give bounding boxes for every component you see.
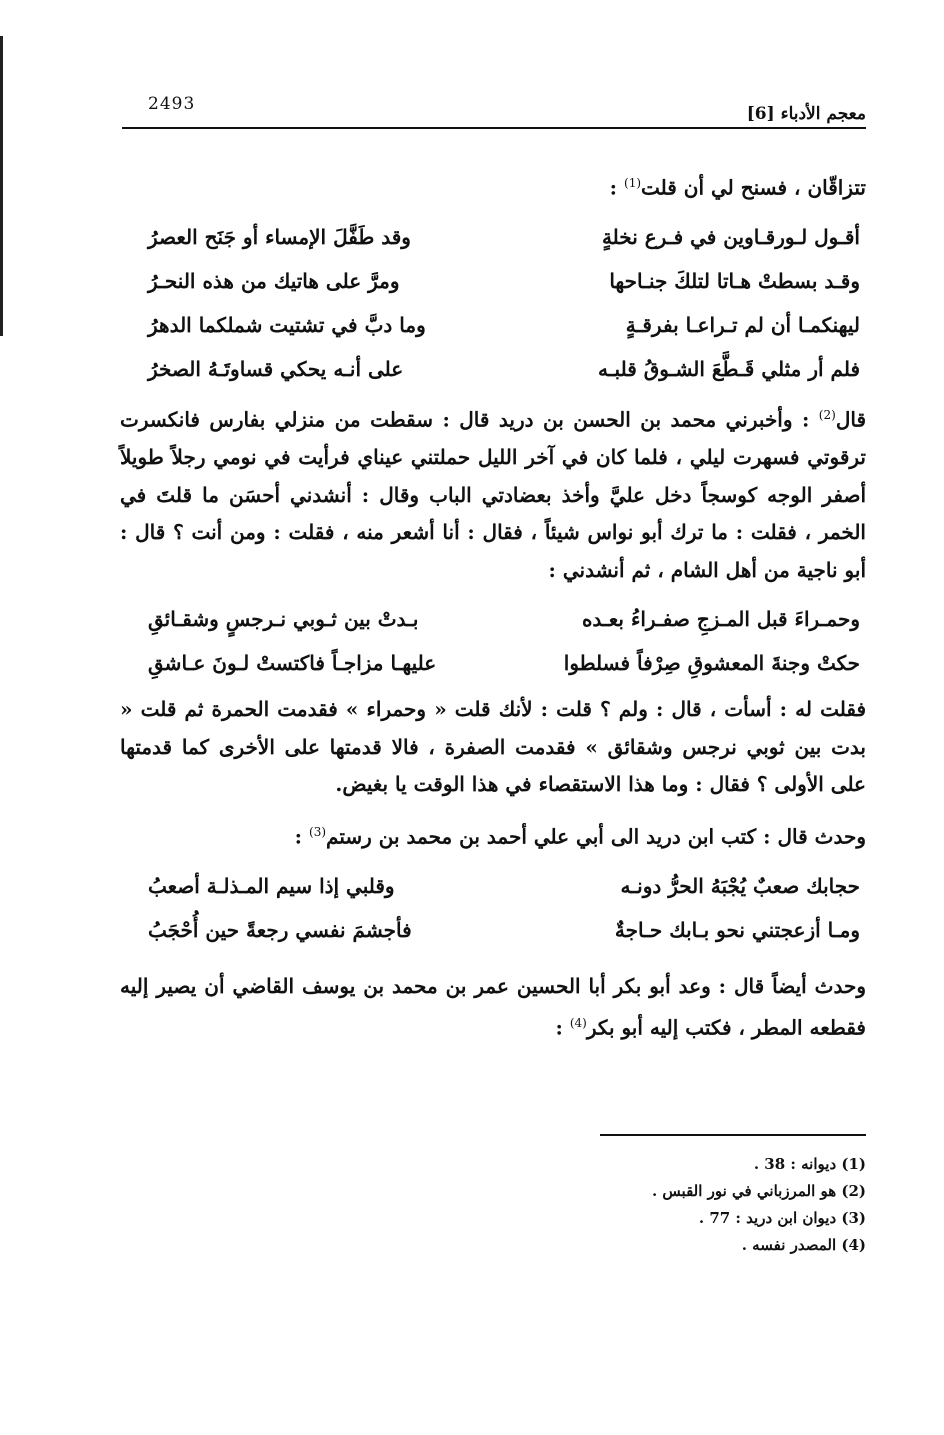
verse-first-hemistich: حجابك صعبٌ يُجْبَهُ الحرُّ دونـه (620, 873, 860, 898)
footnote-1: (1) ديوانه : 38 . (753, 1155, 866, 1173)
footnote-ref-1: (1) (624, 176, 642, 190)
verse-line (120, 908, 866, 952)
running-title: معجم الأدباء [6] (746, 104, 866, 124)
paragraph-1: تتزاقّان ، فسنح لي أن قلت$^{(1)}$ : (609, 175, 866, 200)
verse-first-hemistich: أقـول لـورقـاوين في فـرع نخلةٍ (601, 225, 860, 250)
paragraph-2: قال$^{(2)}$ : وأخبرني محمد بن الحسن بن دريد قال : سقطت من منزلي بفارس فانكسرت ترقوتي فسهرت ليلي ، فلما كان في آخر الليل حملتني عيناي فرأيت في نومي رجلاً طويلاً أصفر الوجه كوسجاً دخل عليَّ وأخذ بعضادتي الباب وقال : أنشدني أحسَن ما قلتَ في الخمر ، فقلت : ما ترك أبو نواس شيئاً ، فقال : أنا أشعر منه ، فقلت : ومن أنت ؟ قال : أبو ناجية من أهل الشام ، ثم أنشدني : (120, 407, 866, 582)
page-number: 2493 (148, 94, 196, 114)
paragraph-5: وحدث أيضاً قال : وعد أبو بكر أبا الحسين عمر بن محمد بن يوسف القاضي أن يصير إليه فقطعه المطر ، فكتب إليه أبو بكر$^{(4)}$ : (120, 973, 866, 1041)
footnote-ref-2: (2) (818, 408, 836, 423)
verse-first-hemistich: وحمـراءَ قبل المـزجِ صفـراءُ بعـده (581, 607, 860, 632)
header-rule (122, 127, 866, 129)
verse-second-hemistich: فأجشمَ نفسي رجعةً حين أُحْجَبُ (148, 917, 412, 942)
verse-second-hemistich: بـدتْ بين ثـوبي نـرجسٍ وشقـائقِ (148, 607, 419, 632)
poem-3 (120, 864, 866, 952)
verse-second-hemistich: وقد طَفَّلَ الإمساء أو جَنَح العصرُ (148, 225, 411, 250)
verse-first-hemistich: ليهنكمـا أن لم تـراعـا بفرقـةٍ (625, 313, 860, 338)
footnote-rule (600, 1134, 866, 1136)
verse-first-hemistich: فلم أر مثلي قَـطَّعَ الشـوقُ قلبـه (597, 357, 860, 382)
verse-second-hemistich: على أنـه يحكي قساوتَـهُ الصخرُ (148, 357, 404, 382)
poem-1 (120, 215, 866, 391)
poem-2 (120, 597, 866, 685)
verse-line (120, 347, 866, 391)
footnotes (400, 1152, 866, 1260)
scan-edge-mark (0, 36, 3, 336)
verse-line (120, 641, 866, 685)
footnote-3: (3) ديوان ابن دريد : 77 . (698, 1209, 866, 1227)
paragraph-3: فقلت له : أسأت ، قال : ولم ؟ قلت : لأنك قلت « وحمراء » فقدمت الحمرة ثم قلت « بدت بين ثوبي نرجس وشقائق » فقدمت الصفرة ، فالا قدمتها على الأخرى كما قدمتها على الأولى ؟ فقال : وما هذا الاستقصاء في هذا الوقت يا بغيض. (120, 697, 866, 797)
footnote-ref-3: (3) (309, 824, 327, 839)
verse-line (120, 597, 866, 641)
verse-second-hemistich: وقلبي إذا سيم المـذلـة أصعبُ (148, 873, 395, 898)
verse-first-hemistich: ومـا أزعجتني نحو بـابك حـاجةٌ (614, 917, 860, 942)
verse-first-hemistich: حكتْ وجنةَ المعشوقِ صِرْفاً فسلطوا (563, 651, 860, 676)
footnote-2: (2) هو المرزباني في نور القبس . (651, 1182, 866, 1200)
page-header (120, 94, 866, 128)
verse-first-hemistich: وقـد بسطتْ هـاتا لتلكَ جنـاحها (609, 269, 860, 294)
verse-second-hemistich: ومرَّ على هاتيك من هذه النحـرُ (148, 269, 400, 294)
verse-second-hemistich: عليهـا مزاجـاً فاكتستْ لـونَ عـاشقِ (148, 651, 437, 676)
page-body (120, 165, 866, 1048)
verse-line (120, 864, 866, 908)
verse-line (120, 215, 866, 259)
verse-line (120, 303, 866, 347)
verse-second-hemistich: وما دبَّ في تشتيت شملكما الدهرُ (148, 313, 426, 338)
verse-line (120, 259, 866, 303)
footnote-ref-4: (4) (569, 1016, 587, 1031)
footnote-4: (4) المصدر نفسه . (741, 1236, 866, 1254)
paragraph-4: وحدث قال : كتب ابن دريد الى أبي علي أحمد بن محمد بن رستم$^{(3)}$ : (294, 824, 866, 849)
